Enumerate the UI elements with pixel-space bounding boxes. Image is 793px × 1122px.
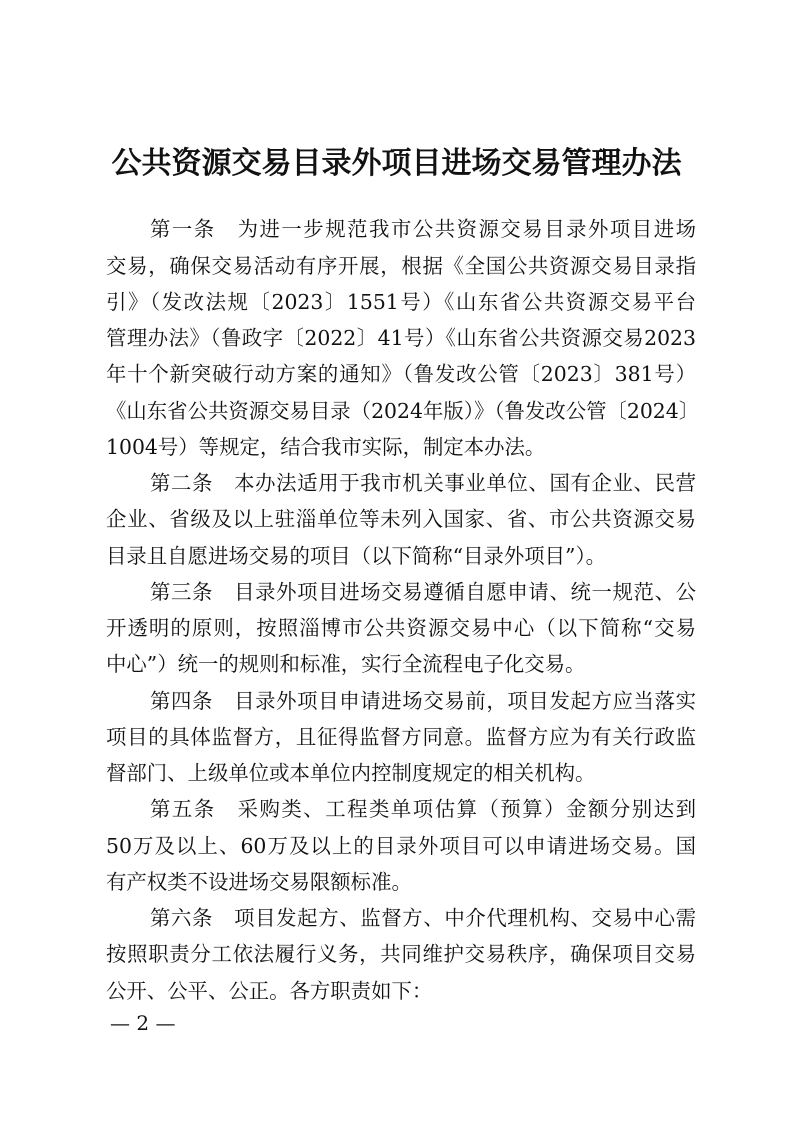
article-3-line-2: 开透明的原则，按照淄博市公共资源交易中心（以下简称“交易: [106, 616, 696, 640]
article-1-line-4: 管理办法》（鲁政字〔2022〕41号）《山东省公共资源交易2023: [106, 326, 696, 350]
article-4-line-2: 项目的具体监督方，且征得监督方同意。监督方应为有关行政监: [106, 725, 696, 749]
article-6-line-2: 按照职责分工依法履行义务，共同维护交易秩序，确保项目交易: [106, 942, 696, 966]
document-title: 公共资源交易目录外项目进场交易管理办法: [111, 146, 682, 181]
article-4-line-3: 督部门、上级单位或本单位内控制度规定的相关机构。: [106, 761, 596, 785]
article-4-line-1: 第四条 目录外项目申请进场交易前，项目发起方应当落实: [150, 689, 696, 713]
article-6-line-3: 公开、公平、公正。各方职责如下：: [106, 979, 433, 1003]
article-1-line-7: 1004号）等规定，结合我市实际，制定本办法。: [106, 435, 546, 459]
article-1-line-1: 第一条 为进一步规范我市公共资源交易目录外项目进场: [150, 217, 696, 241]
article-1-line-5: 年十个新突破行动方案的通知》（鲁发改公管〔2023〕381号）: [106, 362, 696, 386]
article-2-line-2: 企业、省级及以上驻淄单位等未列入国家、省、市公共资源交易: [106, 507, 696, 531]
article-5-line-1: 第五条 采购类、工程类单项估算（预算）金额分别达到: [150, 797, 696, 821]
page-number: — 2 —: [110, 1011, 176, 1035]
article-2-line-1: 第二条 本办法适用于我市机关事业单位、国有企业、民营: [150, 471, 696, 495]
article-1-line-3: 引》（发改法规〔2023〕1551号）《山东省公共资源交易平台: [106, 290, 696, 314]
article-2-line-3: 目录且自愿进场交易的项目（以下简称“目录外项目”）。: [106, 544, 607, 568]
article-6-line-1: 第六条 项目发起方、监督方、中介代理机构、交易中心需: [150, 906, 696, 930]
article-5-line-2: 50万及以上、60万及以上的目录外项目可以申请进场交易。国: [106, 834, 696, 858]
article-1-line-6: 《山东省公共资源交易目录（2024年版）》（鲁发改公管〔2024〕: [106, 399, 700, 423]
article-3-line-1: 第三条 目录外项目进场交易遵循自愿申请、统一规范、公: [150, 580, 696, 604]
article-1-line-2: 交易，确保交易活动有序开展，根据《全国公共资源交易目录指: [106, 254, 696, 278]
article-3-line-3: 中心”）统一的规则和标准，实行全流程电子化交易。: [106, 652, 586, 676]
article-5-line-3: 有产权类不设进场交易限额标准。: [106, 870, 412, 894]
